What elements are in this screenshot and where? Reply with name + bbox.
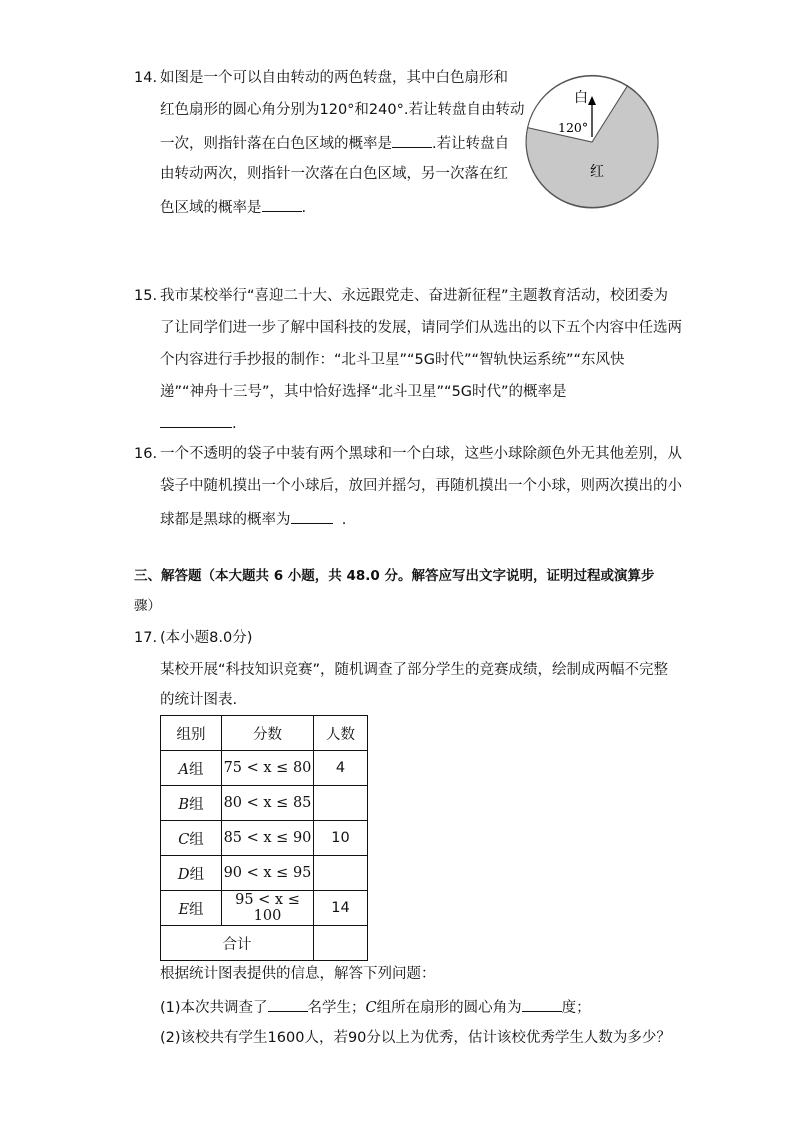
question-text-line: 某校开展“科技知识竞赛”，随机调查了部分学生的竞赛成绩，绘制成两幅不完整 <box>160 662 669 678</box>
question-text-line: 由转动两次，则指针一次落在白色区域，另一次落在红 <box>160 166 508 182</box>
question-text-line <box>160 412 237 434</box>
question-text-line: 根据统计图表提供的信息，解答下列问题： <box>160 966 436 982</box>
section-title-line: 骤） <box>134 598 161 614</box>
table-total-row <box>161 926 368 961</box>
question-text: .若让转盘自 <box>432 136 510 152</box>
group-cell: E组 <box>161 891 222 926</box>
question-text: . <box>301 200 307 216</box>
question-text-line: 一个不透明的袋子中装有两个黑球和一个白球，这些小球除颜色外无其他差别，从 <box>160 446 682 462</box>
question-text: 一次，则指针落在白色区域的概率是 <box>160 136 392 152</box>
answer-blank[interactable] <box>392 132 432 148</box>
range-cell: 95 < x ≤ 100 <box>222 891 314 926</box>
question-text: 组所在扇形的圆心角为 <box>376 1000 522 1016</box>
question-text-line: 了让同学们进一步了解中国科技的发展，请同学们从选出的以下五个内容中任选两 <box>160 320 682 336</box>
table-row <box>161 786 368 821</box>
question-text-line <box>160 132 509 154</box>
question-text: 名学生； <box>307 1000 366 1016</box>
question-text: . <box>232 416 237 432</box>
sub-question-2: (2)该校共有学生1600人，若90分以上为优秀，估计该校优秀学生人数为多少？ <box>160 1030 671 1046</box>
question-number: 15. <box>134 288 158 304</box>
question-text-line: 如图是一个可以自由转动的两色转盘，其中白色扇形和 <box>160 70 508 86</box>
section-title-line: 三、解答题（本大题共 6 小题，共 48.0 分。解答应写出文字说明，证明过程或演算步 <box>134 568 655 584</box>
question-text-line: 递”“神舟十三号”，其中恰好选择“北斗卫星”“5G时代”的概率是 <box>160 384 567 400</box>
answer-blank[interactable] <box>268 996 308 1012</box>
group-cell: A组 <box>161 751 222 786</box>
spinner-white-label: 白 <box>574 90 588 106</box>
question-text: . <box>341 512 347 528</box>
table-header-cell: 分数 <box>222 716 314 751</box>
sub-question-1 <box>160 996 591 1018</box>
answer-blank[interactable] <box>160 412 232 428</box>
table-header-cell: 组别 <box>161 716 222 751</box>
range-cell: 75 < x ≤ 80 <box>222 751 314 786</box>
total-value-cell <box>314 926 368 961</box>
count-cell: 4 <box>314 751 368 786</box>
spinner-figure <box>524 74 660 210</box>
question-text: 球都是黑球的概率为 <box>160 512 291 528</box>
question-text-line <box>160 508 346 530</box>
count-cell <box>314 786 368 821</box>
range-cell: 85 < x ≤ 90 <box>222 821 314 856</box>
table-header-row <box>161 716 368 751</box>
stats-table <box>160 715 368 961</box>
question-text-line: 红色扇形的圆心角分别为120°和240°.若让转盘自由转动 <box>160 102 525 118</box>
question-text-line: 个内容进行手抄报的制作：“北斗卫星”“5G时代”“智轨快运系统”“东风快 <box>160 352 625 368</box>
table-header-cell: 人数 <box>314 716 368 751</box>
answer-blank[interactable] <box>291 508 333 524</box>
total-label-cell: 合计 <box>161 926 314 961</box>
question-number: 14. <box>134 70 158 86</box>
question-text-line: 我市某校举行“喜迎二十大、永远跟党走、奋进新征程”主题教育活动，校团委为 <box>160 288 669 304</box>
count-cell <box>314 856 368 891</box>
answer-blank[interactable] <box>262 196 302 212</box>
range-cell: 90 < x ≤ 95 <box>222 856 314 891</box>
answer-blank[interactable] <box>522 996 562 1012</box>
question-number: 17. <box>134 630 158 646</box>
table-row <box>161 856 368 891</box>
spinner-angle-label: 120° <box>558 120 589 135</box>
group-cell: C组 <box>161 821 222 856</box>
group-cell: B组 <box>161 786 222 821</box>
question-text: 色区域的概率是 <box>160 200 262 216</box>
question-text-line: 袋子中随机摸出一个小球后，放回并摇匀，再随机摸出一个小球，则两次摸出的小 <box>160 478 682 494</box>
question-text: C <box>365 1000 377 1016</box>
count-cell: 10 <box>314 821 368 856</box>
spinner-red-label: 红 <box>590 164 604 180</box>
group-cell: D组 <box>161 856 222 891</box>
count-cell: 14 <box>314 891 368 926</box>
question-number: 16. <box>134 446 158 462</box>
question-points: (本小题8.0分) <box>160 630 253 646</box>
table-row <box>161 891 368 926</box>
range-cell: 80 < x ≤ 85 <box>222 786 314 821</box>
question-text: (1)本次共调查了 <box>160 1000 268 1016</box>
question-text-line <box>160 196 306 218</box>
table-row <box>161 751 368 786</box>
question-text: 度； <box>561 1000 591 1016</box>
question-text-line: 的统计图表. <box>160 692 238 708</box>
table-row <box>161 821 368 856</box>
